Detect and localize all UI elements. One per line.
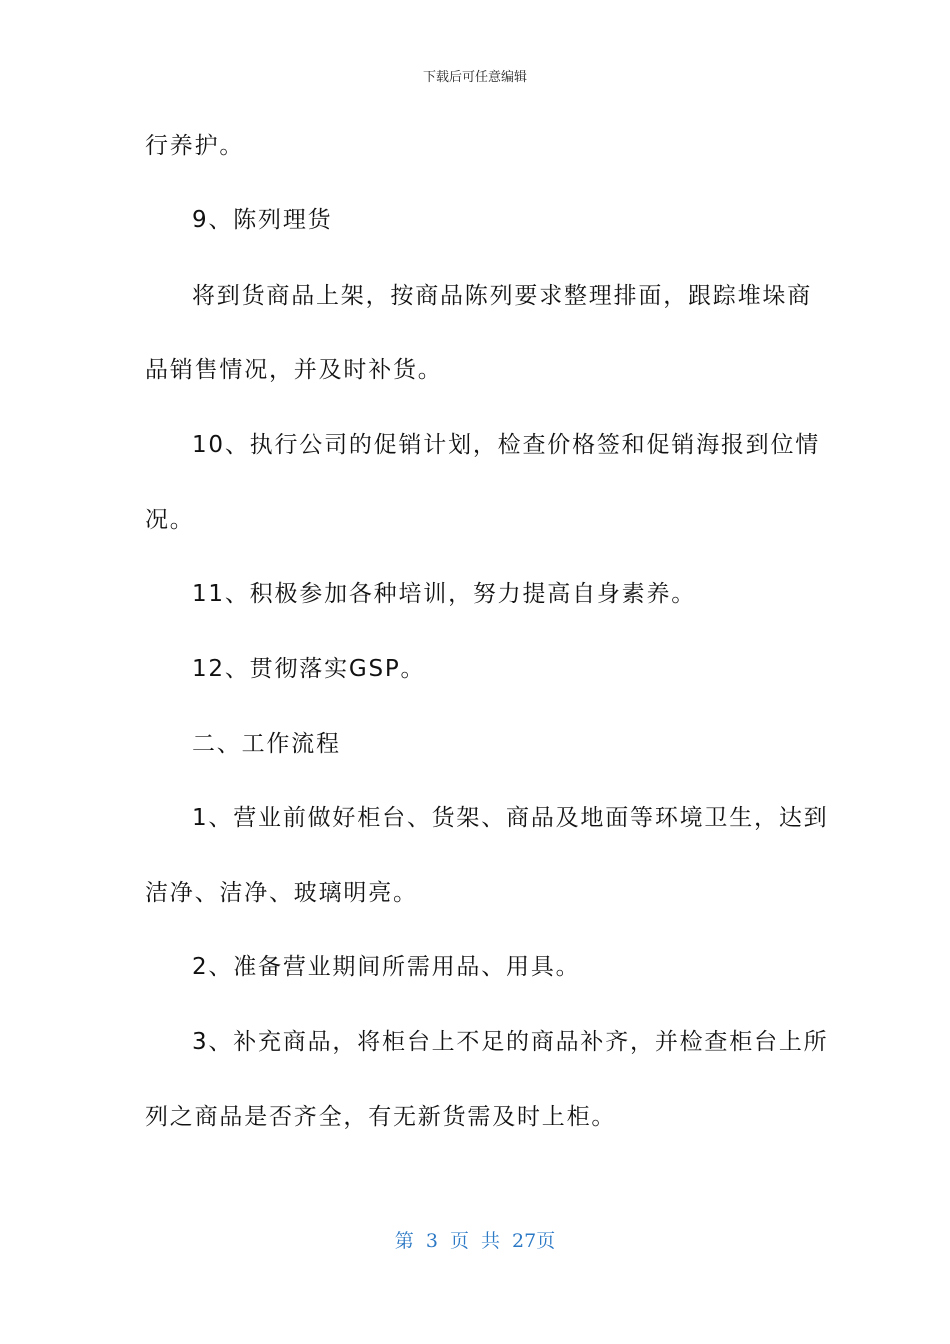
paragraph-line: 1、营业前做好柜台、货架、商品及地面等环境卫生，达到 — [192, 805, 829, 831]
paragraph-line: 12、贯彻落实GSP。 — [192, 656, 426, 682]
paragraph-line: 列之商品是否齐全，有无新货需及时上柜。 — [145, 1104, 617, 1130]
paragraph-line: 3、补充商品，将柜台上不足的商品补齐，并检查柜台上所 — [192, 1029, 829, 1055]
body-text-line: 行养护。 — [145, 133, 245, 159]
section-heading: 9、陈列理货 — [192, 207, 333, 233]
paragraph-line: 洁净、洁净、玻璃明亮。 — [145, 880, 418, 906]
paragraph-line: 11、积极参加各种培训，努力提高自身素养。 — [192, 581, 697, 607]
header-note: 下载后可任意编辑 — [422, 70, 527, 85]
paragraph-line: 况。 — [145, 507, 195, 533]
paragraph-line: 2、准备营业期间所需用品、用具。 — [192, 954, 581, 980]
page-number-footer: 第 3 页 共 27页 — [394, 1230, 556, 1252]
paragraph-line: 将到货商品上架，按商品陈列要求整理排面，跟踪堆垛商 — [192, 283, 812, 309]
section-heading: 二、工作流程 — [192, 731, 341, 757]
paragraph-line: 品销售情况，并及时补货。 — [145, 357, 443, 383]
paragraph-line: 10、执行公司的促销计划，检查价格签和促销海报到位情 — [192, 432, 821, 458]
